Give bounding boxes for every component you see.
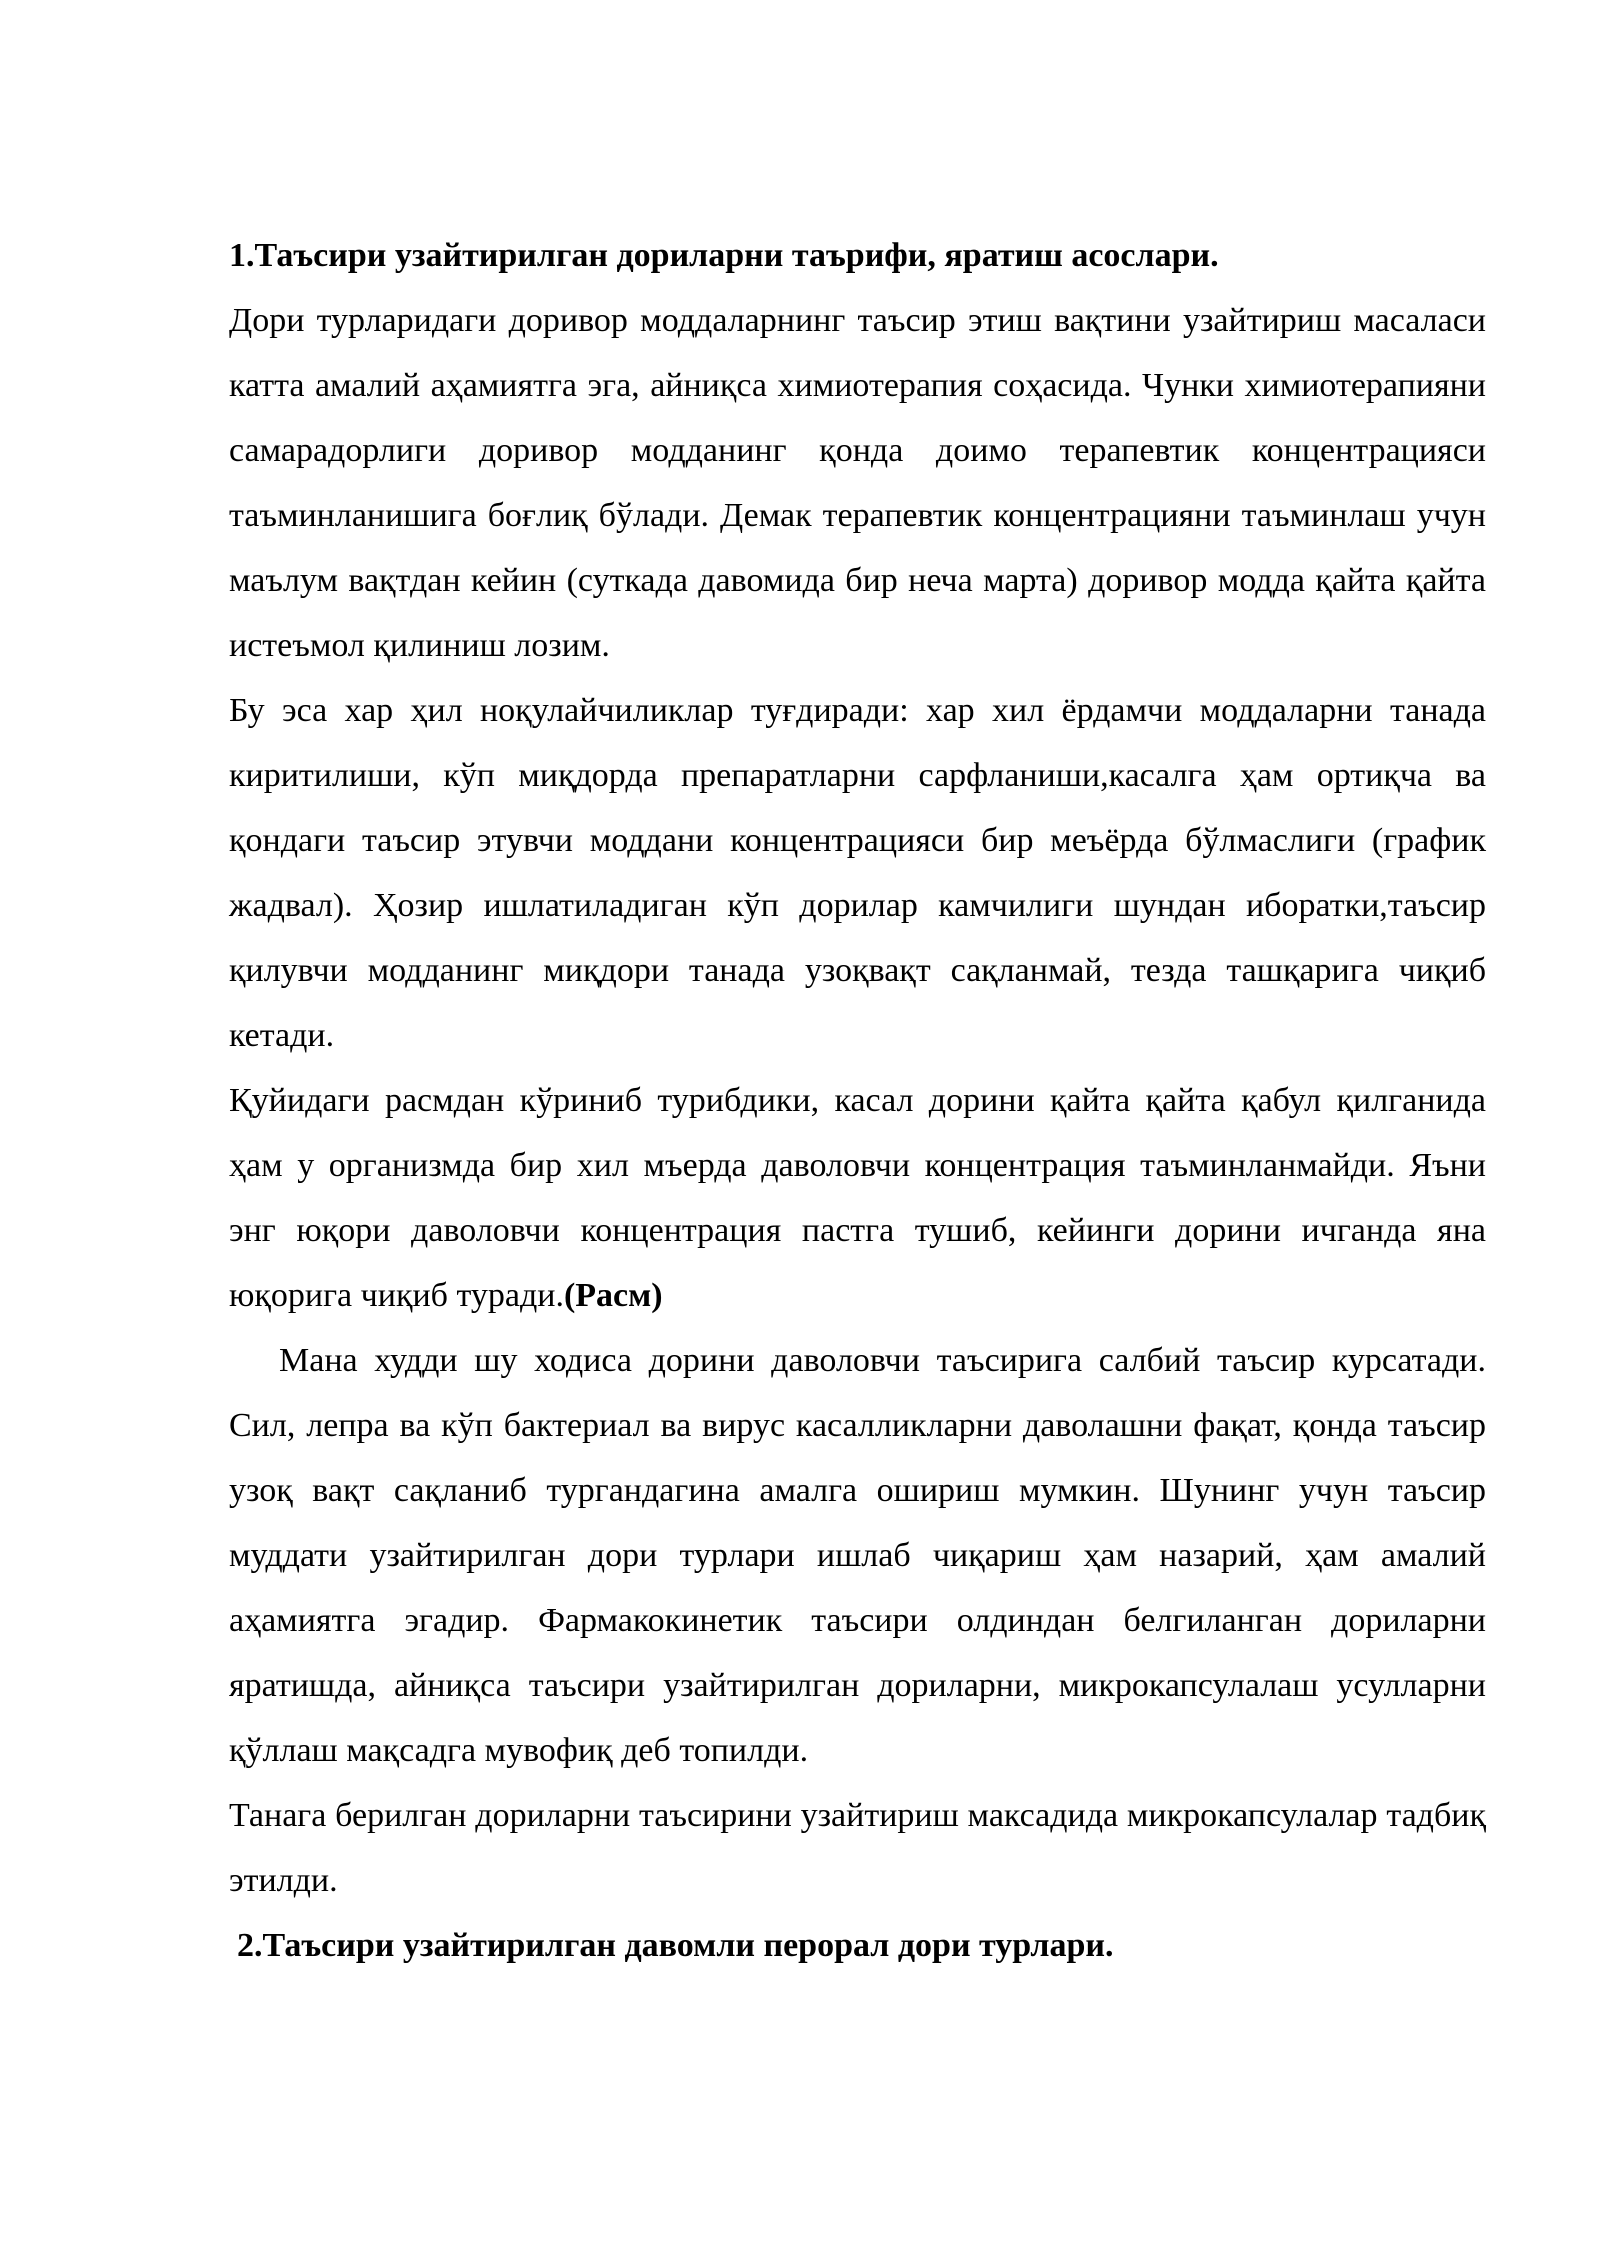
paragraph-5: Танага берилган дориларни таъсирини узайтириш максадида микрокапсулалар тадбиқ этилди. bbox=[229, 1797, 1486, 1899]
section-heading-2: 2.Таъсири узайтирилган давомли перорал дори турлари. bbox=[237, 1927, 1114, 1964]
paragraph-2: Бу эса хар ҳил ноқулайчиликлар туғдиради: хар хил ёрдамчи моддаларни танада киритилиши, кўп миқдорда препаратларни сарфланиши,касалга ҳам ортиқча ва қондаги таъсир этувчи моддани концентрацияси бир меъёрда бўлмаслиги (график жадвал). Ҳозир ишлатиладиган кўп дорилар камчилиги шундан иборатки,таъсир қилувчи модданинг миқдори танада узоқвақт сақланмай, тезда ташқарига чиқиб кетади. bbox=[229, 692, 1486, 1054]
paragraph-3-text: Қуйидаги расмдан кўриниб турибдики, касал дорини қайта қайта қабул қилганида ҳам у организмда бир хил мъерда даволовчи концентрация таъминланмайди. Яъни энг юқори даволовчи концентрация пастга тушиб, кейинги дорини ичганда яна юқорига чиқиб туради. bbox=[229, 1082, 1486, 1314]
paragraph-3 bbox=[229, 1068, 1486, 1328]
section-heading-1: 1.Таъсири узайтирилган дориларни таърифи, яратиш асослари. bbox=[229, 237, 1219, 274]
document-page bbox=[229, 223, 1486, 1978]
paragraph-4: Мана худди шу ходиса дорини даволовчи таъсирига салбий таъсир курсатади. Сил, лепра ва кўп бактериал ва вирус касалликларни даволашни фақат, қонда таъсир узоқ вақт сақланиб тургандагина амалга ошириш мумкин. Шунинг учун таъсир муддати узайтирилган дори турлари ишлаб чиқариш ҳам назарий, ҳам амалий аҳамиятга эгадир. Фармакокинетик таъсири олдиндан белгиланган дориларни яратишда, айниқса таъсири узайтирилган дориларни, микрокапсулалаш усулларни қўллаш мақсадга мувофиқ деб топилди. bbox=[229, 1342, 1486, 1769]
figure-reference: (Расм) bbox=[563, 1277, 663, 1314]
paragraph-1: Дори турларидаги доривор моддаларнинг таъсир этиш вақтини узайтириш масаласи катта амалий аҳамиятга эга, айниқса химиотерапия соҳасида. Чунки химиотерапияни самарадорлиги доривор модданинг қонда доимо терапевтик концентрацияси таъминланишига боғлиқ бўлади. Демак терапевтик концентрацияни таъминлаш учун маълум вақтдан кейин (суткада давомида бир неча марта) доривор модда қайта қайта истеъмол қилиниш лозим. bbox=[229, 302, 1486, 664]
